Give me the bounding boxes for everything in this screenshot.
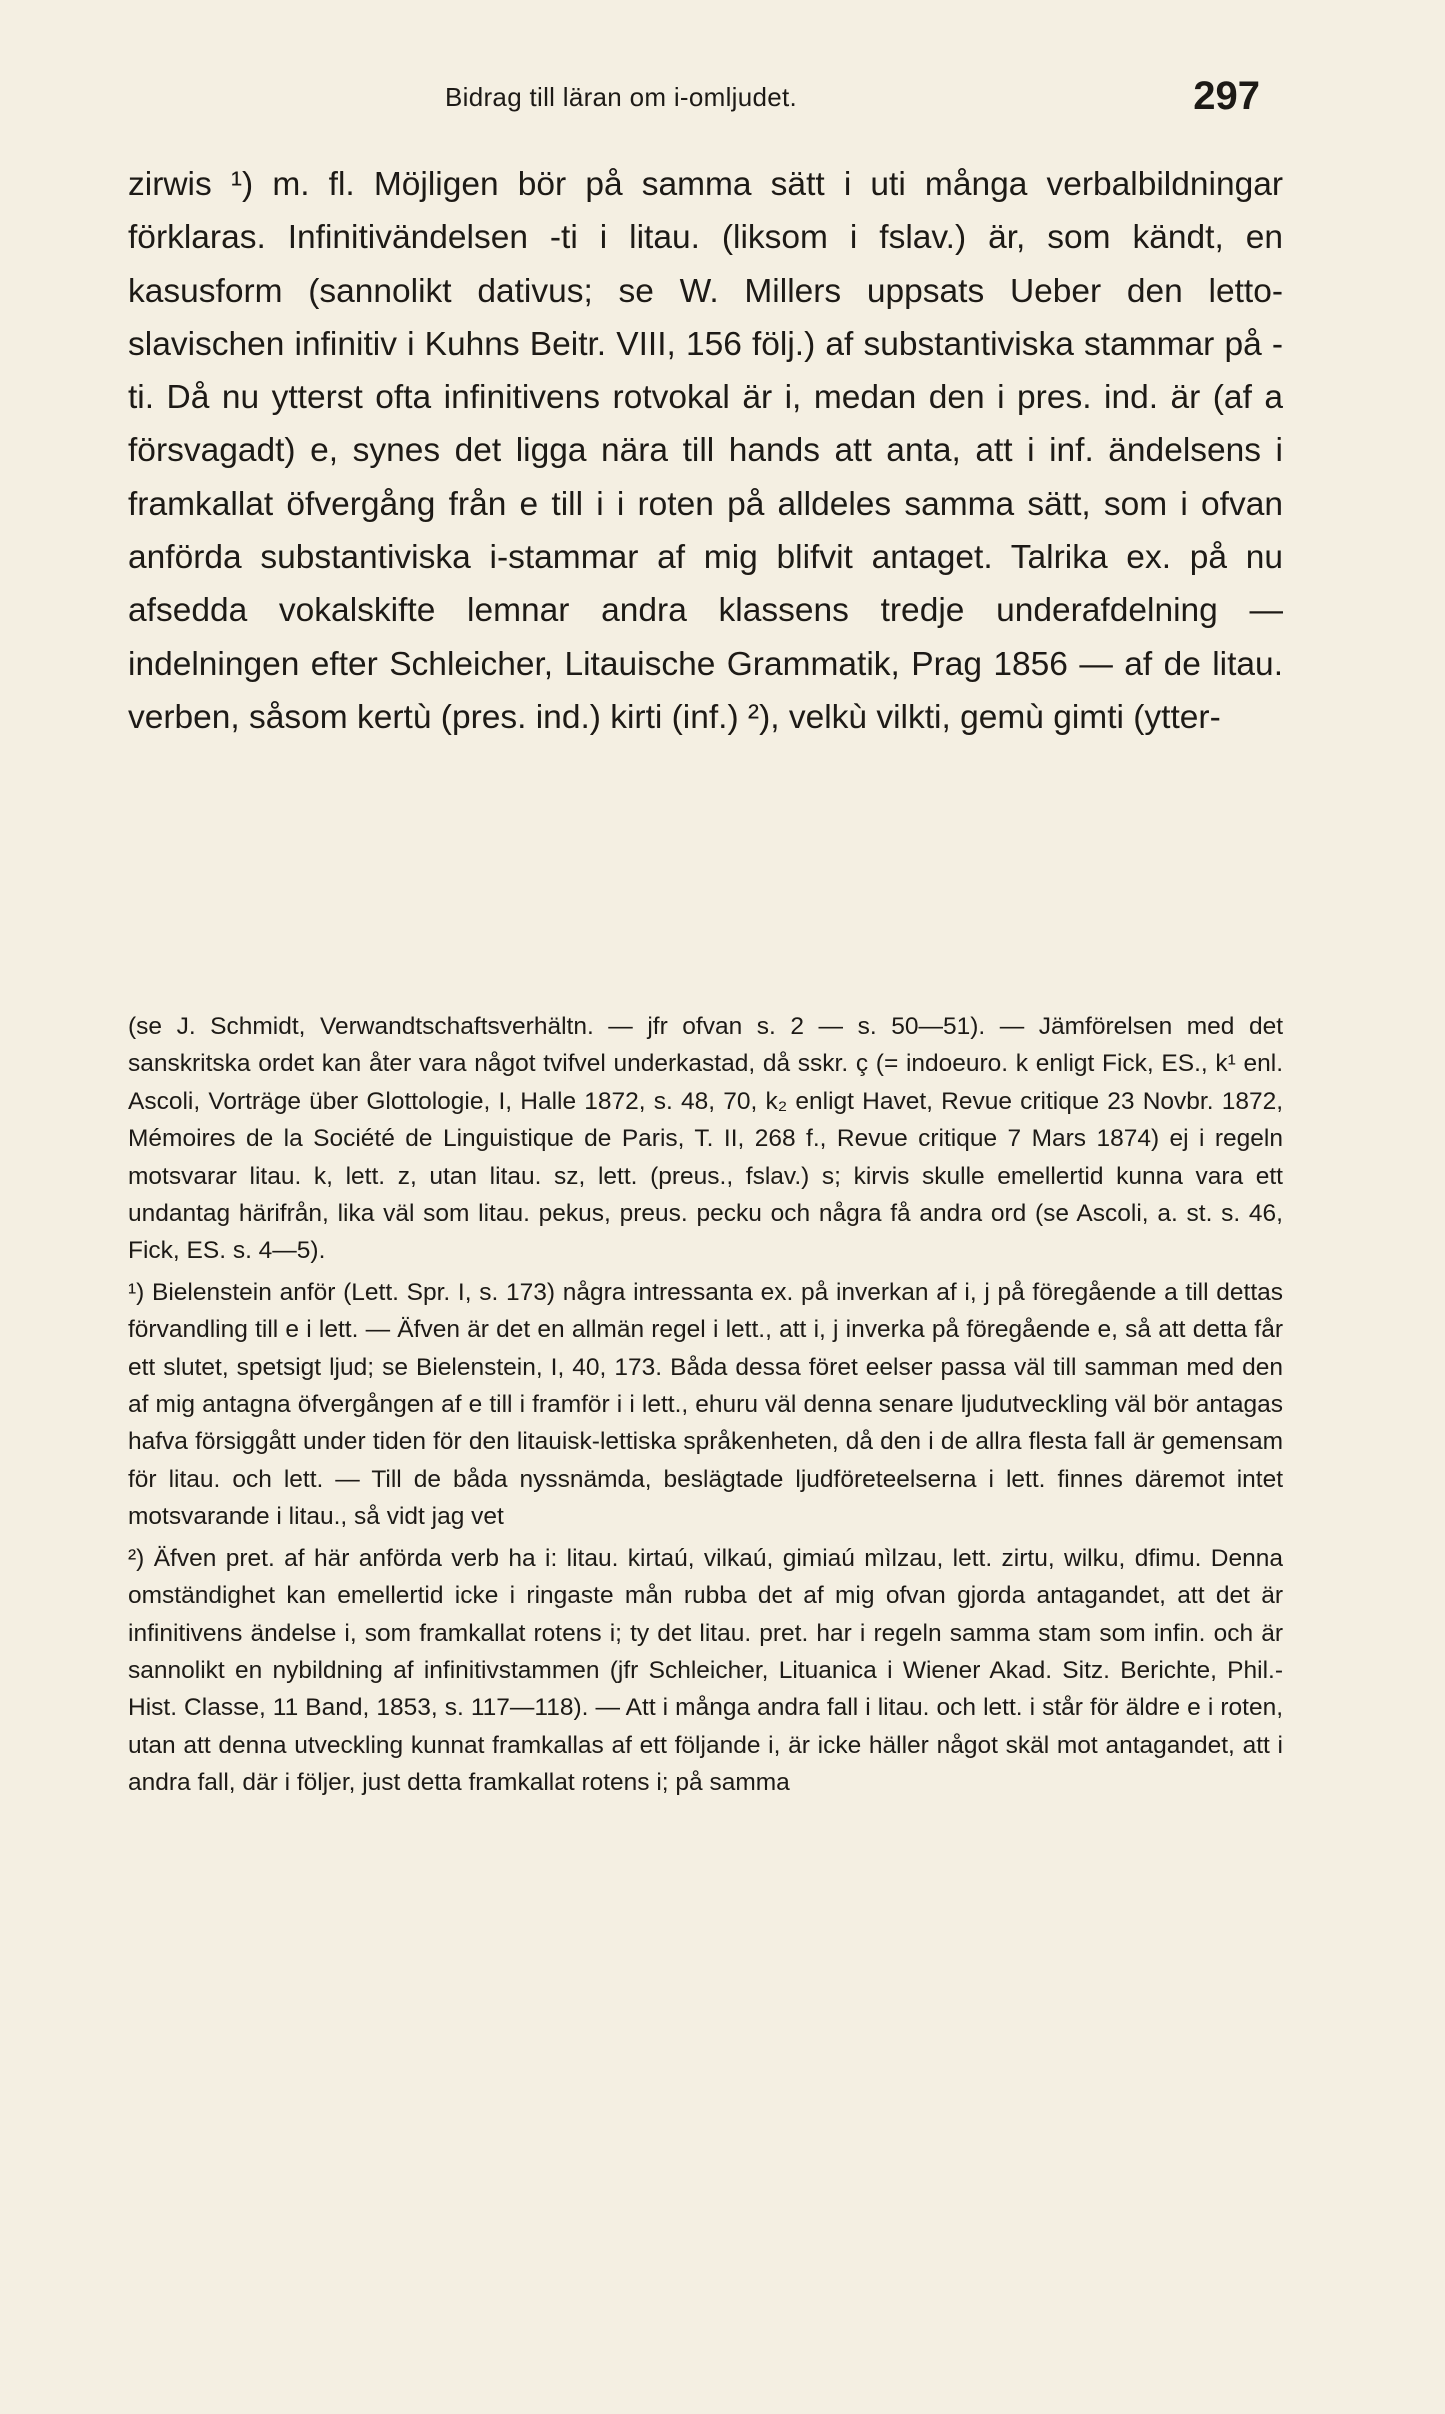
running-title: Bidrag till läran om i-omljudet. — [445, 82, 798, 112]
footnote-2: ²) Äfven pret. af här anförda verb ha i: litau. kirtaú, vilkaú, gimiaú mìlzau, lett. zirtu, wilku, dfimu. Denna omständighet kan emellertid icke i ringaste mån rubba det af mig ofvan gjorda antagandet, att det är infinitivens ändelse i, som framkallat rotens i; ty det litau. pret. har i regeln samma stam som infin. och är sannolikt en nybildning af infinitivstammen (jfr Schleicher, Lituanica i Wiener Akad. Sitz. Berichte, Phil.-Hist. Classe, 11 Band, 1853, s. 117—118). — Att i många andra fall i litau. och lett. i står för äldre e i roten, utan att denna utveckling kunnat framkallas af ett följande i, är icke häller något skäl mot antagandet, att i andra fall, där i följer, just detta framkallat rotens i; på samma — [128, 1544, 1283, 1797]
footnote-continuation: (se J. Schmidt, Verwandtschaftsverhältn. — jfr ofvan s. 2 — s. 50—51). — Jämförelsen med det sanskritska ordet kan åter vara något tvifvel underkastad, då sskr. ç (= indoeuro. k enligt Fick, ES., k¹ enl. Ascoli, Vorträge über Glottologie, I, Halle 1872, s. 48, 70, k₂ enligt Havet, Revue critique 23 Novbr. 1872, Mémoires de la Société de Linguistique de Paris, T. II, 268 f., Revue critique 7 Mars 1874) ej i regeln motsvarar litau. k, lett. z, utan litau. sz, lett. (preus., fslav.) s; kirvis skulle emellertid kunna vara ett undantag härifrån, lika väl som litau. pekus, preus. pecku och några få andra ord (se Ascoli, a. st. s. 46, Fick, ES. s. 4—5). — [128, 1013, 1283, 1265]
main-text-block — [128, 158, 1283, 744]
main-paragraph: zirwis ¹) m. fl. Möjligen bör på samma sätt i uti många verbalbildningar förklaras. Infinitivändelsen -ti i litau. (liksom i fslav.) är, som kändt, en kasusform (sannolikt dativus; se W. Millers uppsats Ueber den letto-slavischen infinitiv i Kuhns Beitr. VIII, 156 följ.) af substantiviska stammar på -ti. Då nu ytterst ofta infinitivens rotvokal är i, medan den i pres. ind. är (af a försvagadt) e, synes det ligga nära till hands att anta, att i inf. ändelsens i framkallat öfvergång från e till i i roten på alldeles samma sätt, som i ofvan anförda substantiviska i-stammar af mig blifvit antaget. Talrika ex. på nu afsedda vokalskifte lemnar andra klassens tredje underafdelning — indelningen efter Schleicher, Litauische Grammatik, Prag 1856 — af de litau. verben, såsom kertù (pres. ind.) kirti (inf.) ²), velkù vilkti, gemù gimti (ytter- — [128, 166, 1283, 736]
running-header — [130, 70, 1280, 130]
footnote-1: ¹) Bielenstein anför (Lett. Spr. I, s. 173) några intressanta ex. på inverkan af i, j på föregående a till dettas förvandling till e i lett. — Äfven är det en allmän regel i lett., att i, j inverka på föregående e, så att detta får ett slutet, spetsigt ljud; se Bielenstein, I, 40, 173. Båda dessa föret eelser passa väl till samman med den af mig antagna öfvergången af e till i framför i i lett., ehuru väl denna senare ljudutveckling väl bör antagas hafva försiggått under tiden för den litauisk-lettiska språkenheten, då den i de allra flesta fall är gemensam för litau. och lett. — Till de båda nyssnämda, beslägtade ljudföreteelserna i lett. finnes däremot intet motsvarande i litau., så vidt jag vet — [128, 1278, 1283, 1531]
page-number: 297 — [1193, 74, 1260, 118]
footnotes-block — [128, 1008, 1283, 1802]
